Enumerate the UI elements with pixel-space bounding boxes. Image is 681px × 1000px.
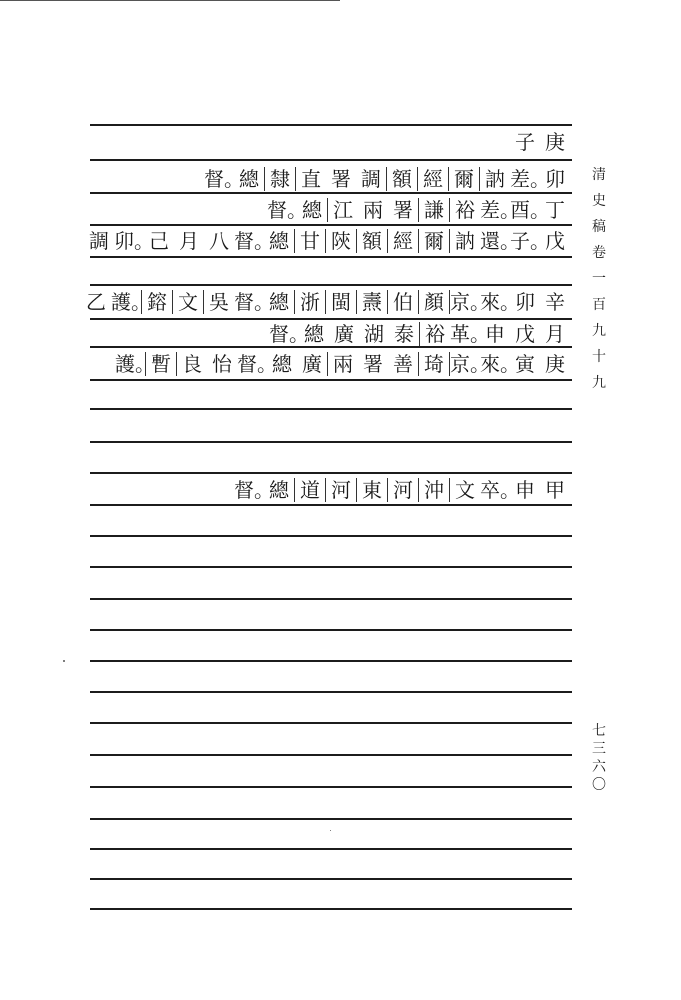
table-cell: 京。 [450,352,490,376]
table-cell: 廣 [334,322,354,346]
table-cell: 子。 [510,229,550,253]
table-cell: 經 [387,229,418,253]
table-cell: 閩 [325,290,356,314]
table-cell: 燾 [356,290,387,314]
table-cell: 泰 [394,322,414,346]
table-cell: 道 [294,478,325,502]
table-cell: 署 [331,167,351,191]
table-rule [90,878,572,880]
table-rule [90,598,572,600]
table-cell: 督。 [267,198,307,222]
table-cell: 爾 [448,167,479,191]
table-cell: 總 [269,229,289,253]
table-cell: 督。 [234,478,274,502]
table-rule [90,256,572,258]
table-cell: 謙 [418,198,449,222]
table-rule [90,566,572,568]
table-cell: 督。 [234,290,274,314]
table-cell: 琦 [418,352,449,376]
table-rule [90,379,572,381]
table-cell: 差。 [480,198,520,222]
table-cell: 爾 [418,229,449,253]
table-cell: 來。 [480,290,520,314]
table-cell: 庚 [545,130,565,154]
table-row [90,198,570,222]
scan-speck [330,830,331,831]
table-cell: 還。 [480,229,520,253]
table-cell: 署 [363,352,383,376]
table-cell: 裕 [449,198,480,222]
table-cell: 沖 [418,478,449,502]
table-rule [90,754,572,756]
table-rule [90,346,572,348]
table-cell: 丁 [545,198,565,222]
table-rule [90,908,572,910]
table-cell: 總 [302,198,322,222]
table-cell: 總 [304,322,324,346]
table-cell: 調 [89,229,109,253]
table-rule [90,192,572,194]
table-row [90,167,570,191]
table-row [90,478,570,502]
table-row [90,352,570,376]
table-row [90,130,570,154]
table-rule [90,660,572,662]
table-rule [90,535,572,537]
table-cell: 湖 [364,322,384,346]
table-rule [90,408,572,410]
table-rule [90,441,572,443]
table-cell: 裕 [419,322,450,346]
table-rule [90,504,572,506]
table-cell: 署 [393,198,413,222]
table-cell: 月 [179,229,199,253]
table-cell: 額 [356,229,387,253]
table-cell: 文 [172,290,203,314]
table-cell: 辛 [545,290,565,314]
table-cell: 調 [361,167,381,191]
table-cell: 八 [209,229,229,253]
table-cell: 革。 [450,322,490,346]
table-cell: 寅 [515,352,535,376]
table-cell: 鎔 [141,290,172,314]
table-cell: 文 [449,478,480,502]
table-cell: 子 [515,130,535,154]
table-cell: 京。 [450,290,490,314]
table-row [90,322,570,346]
table-cell: 己 [149,229,169,253]
table-cell: 東 [356,478,387,502]
table-rule [90,629,572,631]
table-cell: 暫 [145,352,176,376]
table-cell: 督。 [204,167,244,191]
table-rule [90,818,572,820]
table-rule [90,159,572,161]
table-cell: 卯 [545,167,565,191]
table-cell: 總 [239,167,259,191]
table-rule [90,786,572,788]
table-cell: 卯 [515,290,535,314]
table-row [90,229,570,253]
table-cell: 陝 [325,229,356,253]
table-cell: 顏 [418,290,449,314]
table-rule [90,318,572,320]
table-cell: 吳 [203,290,234,314]
table-cell: 督。 [234,229,274,253]
table-cell: 兩 [363,198,383,222]
table-cell: 督。 [237,352,277,376]
table-rule [90,472,572,474]
table-cell: 甲 [545,478,565,502]
table-cell: 督。 [269,322,309,346]
table-cell: 總 [272,352,292,376]
table-cell: 伯 [387,290,418,314]
table-cell: 河 [387,478,418,502]
table-cell: 隸 [264,167,295,191]
table-cell: 來。 [480,352,520,376]
table-cell: 廣 [302,352,322,376]
table-cell: 浙 [294,290,325,314]
top-edge-line [0,0,340,1]
table-cell: 善 [393,352,413,376]
table-cell: 兩 [327,352,358,376]
table-rule [90,224,572,226]
table-cell: 戊 [515,322,535,346]
table-rule [90,284,572,286]
table-cell: 總 [269,478,289,502]
table-cell: 河 [325,478,356,502]
table-cell: 江 [327,198,358,222]
scan-speck [63,660,65,662]
table-cell: 總 [269,290,289,314]
book-title: 清史稿卷一百九十九 [592,167,606,391]
table-cell: 護。 [111,290,151,314]
table-cell: 護。 [115,352,155,376]
table-cell: 良 [176,352,207,376]
table-cell: 差。 [510,167,550,191]
table-cell: 經 [417,167,448,191]
table-cell: 直 [295,167,326,191]
table-cell: 乙 [86,290,106,314]
table-row [86,290,570,314]
table-cell: 戊 [545,229,565,253]
table-cell: 怡 [212,352,232,376]
table-cell: 申 [485,322,505,346]
table-cell: 額 [386,167,417,191]
table-rule [90,691,572,693]
table-rule [90,124,572,126]
table-cell: 訥 [449,229,480,253]
table-rule [90,848,572,850]
table-cell: 甘 [294,229,325,253]
table-rule [90,722,572,724]
table-cell: 卯。 [114,229,154,253]
table-cell: 卒。 [480,478,520,502]
table-cell: 庚 [545,352,565,376]
page-number: 七三六〇 [592,723,606,793]
table-cell: 訥 [479,167,510,191]
table-cell: 酉。 [510,198,550,222]
table-cell: 月 [545,322,565,346]
table-cell: 申 [515,478,535,502]
